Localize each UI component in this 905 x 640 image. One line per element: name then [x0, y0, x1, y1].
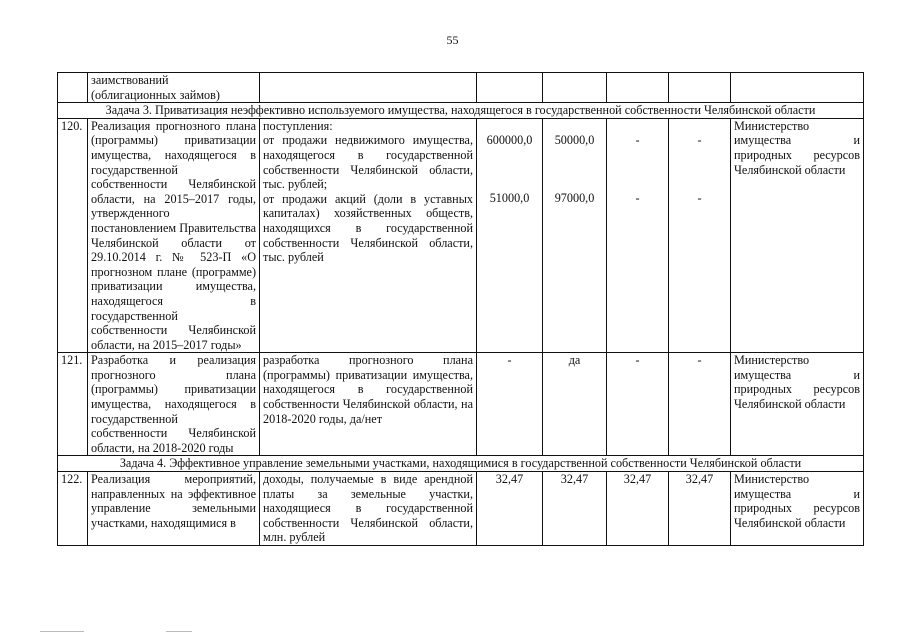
cont-resp-cell	[731, 73, 864, 103]
row-122	[58, 472, 864, 546]
row-120-v2-b: 97000,0	[554, 191, 595, 206]
row-122-v1: 32,47	[477, 472, 543, 546]
row-120-indicator-a: от продажи недвижимого имущества, находящегося в государственной собственности Челябинской области, тыс. рублей;	[263, 133, 473, 192]
row-120	[58, 118, 864, 353]
row-120-indicator-b: от продажи акций (доли в уставных капиталах) хозяйственных обществ, находящихся в государственной собственности Челябинской области, тыс. рублей	[263, 191, 473, 265]
scan-artifact-line	[40, 631, 84, 632]
cont-indicator-cell	[260, 73, 477, 103]
row-120-v1-a: 600000,0	[486, 132, 533, 147]
row-122-responsible: Министерство имущества и природных ресурсов Челябинской области	[731, 472, 864, 546]
cont-v1-cell	[477, 73, 543, 103]
row-120-v4	[669, 118, 731, 353]
row-121-v3: -	[607, 353, 669, 456]
cont-num-cell	[58, 73, 88, 103]
row-120-v2-a: 50000,0	[554, 132, 595, 147]
row-120-v3-a: -	[635, 132, 640, 147]
row-121-responsible: Министерство имущества и природных ресурсов Челябинской области	[731, 353, 864, 456]
row-120-v4-a: -	[697, 132, 702, 147]
row-120-indicator	[260, 118, 477, 353]
row-122-measure: Реализация мероприятий, направленных на эффективное управление земельными участками, находящимися в	[88, 472, 260, 546]
cont-measure-cell	[88, 73, 260, 103]
row-120-indicator-head: поступления:	[263, 118, 333, 133]
row-121-indicator: разработка прогнозного плана (программы) приватизации имущества, находящегося в государственной собственности Челябинской области, на 2018-2020 годы, да/нет	[260, 353, 477, 456]
row-120-number: 120.	[58, 118, 88, 353]
row-121-v1: -	[477, 353, 543, 456]
measures-table	[57, 72, 864, 546]
scan-artifact-line	[166, 631, 192, 632]
cont-v2-cell	[543, 73, 607, 103]
task-4-title: Задача 4. Эффективное управление земельными участками, находящимися в государственной собственности Челябинской области	[58, 456, 864, 472]
cont-measure-line: (облигационных займов)	[91, 87, 220, 102]
row-120-v3-b: -	[635, 191, 640, 206]
row-122-number: 122.	[58, 472, 88, 546]
continuation-row	[58, 73, 864, 103]
task-3-row	[58, 103, 864, 119]
row-122-v3: 32,47	[607, 472, 669, 546]
row-121-v4: -	[669, 353, 731, 456]
row-120-measure: Реализация прогнозного плана (программы) приватизации имущества, находящегося в государственной собственности Челябинской области, на 2015–2017 годы, утвержденного постановлением Правительства Челябинской области от 29.10.2014 г. № 523-П «О прогнозном плане (программе) приватизации имущества, находящегося в государственной собственности Челябинской области, на 2015–2017 годы»	[88, 118, 260, 353]
row-120-v4-b: -	[697, 191, 702, 206]
row-120-v1	[477, 118, 543, 353]
cont-v4-cell	[669, 73, 731, 103]
row-121-v2: да	[543, 353, 607, 456]
cont-v3-cell	[607, 73, 669, 103]
cont-measure-line: заимствований	[91, 73, 169, 87]
row-121-measure: Разработка и реализация прогнозного плана (программы) приватизации имущества, находящегося в государственной собственности Челябинской области, на 2018-2020 годы	[88, 353, 260, 456]
row-122-indicator: доходы, получаемые в виде арендной платы за земельные участки, находящиеся в государственной собственности Челябинской области, млн. рублей	[260, 472, 477, 546]
task-4-row	[58, 456, 864, 472]
row-120-v2	[543, 118, 607, 353]
row-121	[58, 353, 864, 456]
row-121-number: 121.	[58, 353, 88, 456]
row-122-v2: 32,47	[543, 472, 607, 546]
row-122-v4: 32,47	[669, 472, 731, 546]
task-3-title: Задача 3. Приватизация неэффективно используемого имущества, находящегося в государственной собственности Челябинской области	[58, 103, 864, 119]
row-120-v1-b: 51000,0	[489, 191, 530, 206]
row-120-responsible: Министерство имущества и природных ресурсов Челябинской области	[731, 118, 864, 353]
row-120-v3	[607, 118, 669, 353]
page-number: 55	[446, 33, 459, 47]
